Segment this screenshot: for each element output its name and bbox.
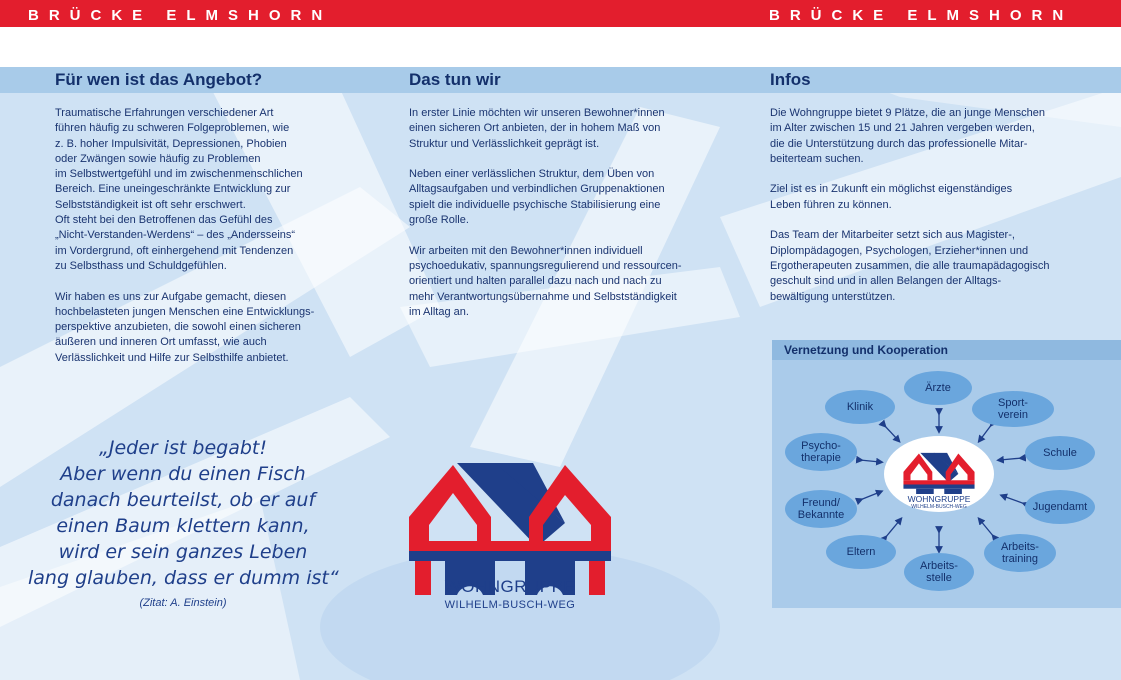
text-line: führen häufig zu schweren Folgeproblemen, wie <box>55 122 290 135</box>
text-line: Ziel ist es in Zukunft ein möglichst eigenständiges <box>770 183 1013 196</box>
text-line: Oft steht bei den Betroffenen das Gefühl des <box>55 214 273 227</box>
text-line: Bereich. Eine uneingeschränkte Entwicklung zur <box>55 183 291 196</box>
quote-line: wird er sein ganzes Leben <box>58 541 308 563</box>
text-line: Die Wohngruppe bietet 9 Plätze, die an junge Menschen <box>770 107 1045 119</box>
text-line: im Selbstwertgefühl und im zwischenmenschlichen <box>55 168 303 181</box>
text-line: psychoedukativ, spannungsregulierend und ressourcen- <box>409 259 682 272</box>
node-freunde-bekannte: Freund/ Bekannte <box>785 490 857 528</box>
node-klinik: Klinik <box>825 390 895 424</box>
quote-line: lang glauben, dass er dumm ist“ <box>28 567 339 589</box>
title-infos: Infos <box>770 70 811 89</box>
node-arbeitstraining: Arbeits- training <box>984 534 1056 572</box>
node-sportverein: Sport- verein <box>972 391 1054 427</box>
title-what-we-do: Das tun wir <box>409 70 501 89</box>
node-schule: Schule <box>1025 436 1095 470</box>
text-line: z. B. hoher Impulsivität, Depressionen, Phobien <box>55 137 287 150</box>
quote-source: (Zitat: A. Einstein) <box>139 597 227 609</box>
text-line: mehr Verantwortungsübernahme und Selbstständigkeit <box>409 290 677 303</box>
node-jugendamt: Jugendamt <box>1025 490 1095 524</box>
text-line: im Alltag an. <box>409 305 469 318</box>
network-center-wordmark: WOHNGRUPPE <box>907 494 971 504</box>
text-line: zu Selbsthass und Schuldgefühlen. <box>55 259 227 272</box>
node-eltern: Eltern <box>826 535 896 569</box>
quote-line: „Jeder ist begabt! <box>99 437 267 459</box>
text-line: Ergotherapeuten zusammen, die alle traumapädagogisch <box>770 259 1050 272</box>
text-line: bewältigung unterstützen. <box>770 290 896 303</box>
text-line: orientiert und halten parallel dazu nach und nach zu <box>409 275 662 288</box>
node-arbeitsstelle: Arbeits- stelle <box>904 553 974 591</box>
text-line: Alltagsaufgaben und verbindlichen Gruppenaktionen <box>409 183 665 196</box>
text-line: Struktur und Verlässlichkeit geprägt ist. <box>409 137 600 150</box>
text-line: einen sicheren Ort anbieten, der in hohem Maß von <box>409 122 661 135</box>
text-line: beiterteam suchen. <box>770 152 864 165</box>
text-line: Diplompädagogen, Psychologen, Erzieher*innen und <box>770 244 1029 257</box>
text-line: Selbstständigkeit ist oft sehr erschwert. <box>55 198 246 211</box>
node-aerzte: Ärzte <box>904 371 972 405</box>
text-line: Das Team der Mitarbeiter setzt sich aus Magister-, <box>770 229 1015 242</box>
title-target-group: Für wen ist das Angebot? <box>55 70 263 89</box>
text-line: In erster Linie möchten wir unseren Bewohner*innen <box>409 107 665 119</box>
text-line: Wir arbeiten mit den Bewohner*innen individuell <box>409 244 643 257</box>
logo-wordmark: WOHNGRUPPE <box>444 577 576 596</box>
text-line: die die Unterstützung durch das professionelle Mitar- <box>770 137 1028 150</box>
logo-subtitle: WILHELM-BUSCH-WEG <box>444 599 576 611</box>
text-line: im Alter zwischen 15 und 21 Jahren vergeben werden, <box>770 122 1035 135</box>
text-line: Verlässlichkeit und Hilfe zur Selbsthilfe anbietet. <box>55 351 289 364</box>
network-center-logo-icon <box>902 450 976 494</box>
text-line: geschult sind und in allen Belangen der Alltags- <box>770 275 1002 288</box>
text-line: große Rolle. <box>409 214 469 227</box>
text-line: spielt die individuelle psychische Stabilisierung eine <box>409 198 661 211</box>
network-center-subtitle: WILHELM-BUSCH-WEG <box>911 504 967 510</box>
text-line: perspektive anzubieten, die sowohl einen sicheren <box>55 321 301 334</box>
text-line: äußeren und inneren Ort umfasst, wie auch <box>55 336 267 349</box>
text-line: oder Zwängen sowie häufig zu Problemen <box>55 152 261 165</box>
text-line: „Nicht-Verstanden-Werdens“ – des „Andersseins“ <box>55 229 296 242</box>
network-title: Vernetzung und Kooperation <box>772 340 1121 360</box>
text-line: im Vordergrund, oft einhergehend mit Tendenzen <box>55 244 294 257</box>
text-line: Traumatische Erfahrungen verschiedener Art <box>55 107 274 119</box>
quote-line: danach beurteilst, ob er auf <box>50 489 316 511</box>
text-line: Wir haben es uns zur Aufgabe gemacht, diesen <box>55 290 287 303</box>
text-line: Leben führen zu können. <box>770 198 892 211</box>
text-line: hochbelasteten jungen Menschen eine Entwicklungs- <box>55 305 315 318</box>
brand-name-right: BRÜCKE ELMSHORN <box>769 7 1074 24</box>
brand-name-left: BRÜCKE ELMSHORN <box>28 7 333 24</box>
node-psychotherapie: Psycho- therapie <box>785 433 857 471</box>
quote-line: Aber wenn du einen Fisch <box>60 463 306 485</box>
text-line: Neben einer verlässlichen Struktur, dem Üben von <box>409 168 655 181</box>
quote-line: einen Baum klettern kann, <box>56 515 310 537</box>
